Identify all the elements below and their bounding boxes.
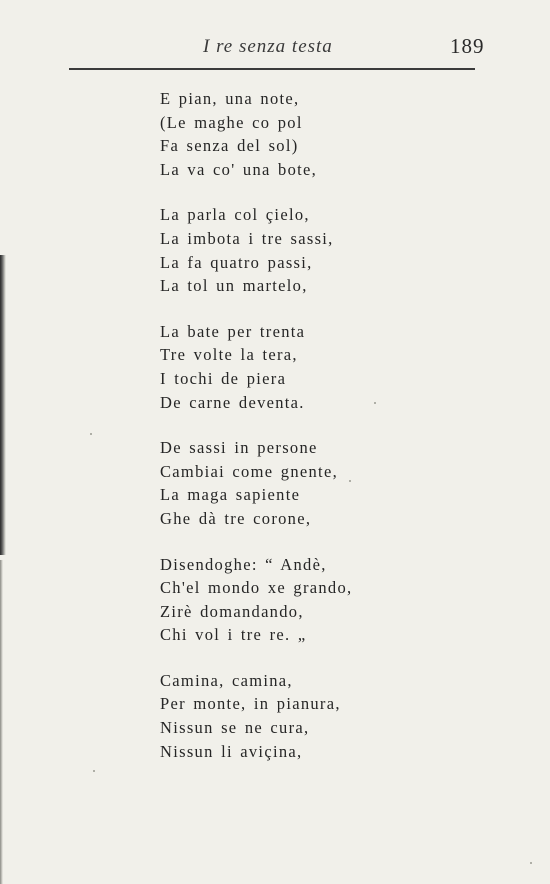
poem: [160, 87, 352, 785]
verse-line: (Le maghe co pol: [160, 112, 303, 132]
verse-line: Zirè domandando,: [160, 601, 304, 621]
stanza: [160, 320, 352, 414]
stanza: [160, 553, 352, 647]
verse-line: La va co' una bote,: [160, 159, 318, 179]
verse-line: La tol un martelo,: [160, 276, 308, 296]
page-number: 189: [450, 34, 485, 58]
verse-line: La parla col çielo,: [160, 205, 310, 225]
verse-line: Ch'el mondo xe grando,: [160, 578, 353, 598]
paper-speck: [530, 862, 532, 864]
paper-speck: [90, 433, 92, 435]
verse-line: Tre volte la tera,: [160, 345, 298, 365]
paper-speck: [349, 480, 351, 482]
verse-line: Fa senza del sol): [160, 136, 299, 156]
verse-line: Disendoghe: “ Andè,: [160, 554, 327, 574]
paper-speck: [374, 402, 376, 404]
binding-shadow: [0, 255, 6, 555]
verse-line: Nissun se ne cura,: [160, 718, 310, 738]
paper-speck: [93, 770, 95, 772]
stanza: [160, 669, 352, 763]
stanza: [160, 203, 352, 297]
binding-shadow-lower: [0, 560, 3, 884]
verse-line: E pian, una note,: [160, 89, 300, 108]
verse-line: Chi vol i tre re. „: [160, 625, 307, 645]
verse-line: Ghe dà tre corone,: [160, 508, 312, 528]
verse-line: De carne deventa.: [160, 392, 305, 412]
running-title: I re senza testa: [203, 36, 333, 57]
verse-line: Nissun li aviçina,: [160, 741, 303, 761]
verse-line: Cambiai come gnente,: [160, 461, 338, 481]
header-rule: [69, 68, 475, 70]
verse-line: La fa quatro passi,: [160, 252, 313, 272]
stanza: [160, 436, 352, 530]
verse-line: I tochi de piera: [160, 368, 287, 388]
verse-line: Camina, camina,: [160, 670, 293, 690]
stanza: [160, 87, 352, 181]
verse-line: De sassi in persone: [160, 438, 318, 458]
verse-line: La imbota i tre sassi,: [160, 228, 334, 248]
verse-line: La bate per trenta: [160, 321, 306, 341]
verse-line: Per monte, in pianura,: [160, 694, 341, 714]
verse-line: La maga sapiente: [160, 485, 301, 505]
